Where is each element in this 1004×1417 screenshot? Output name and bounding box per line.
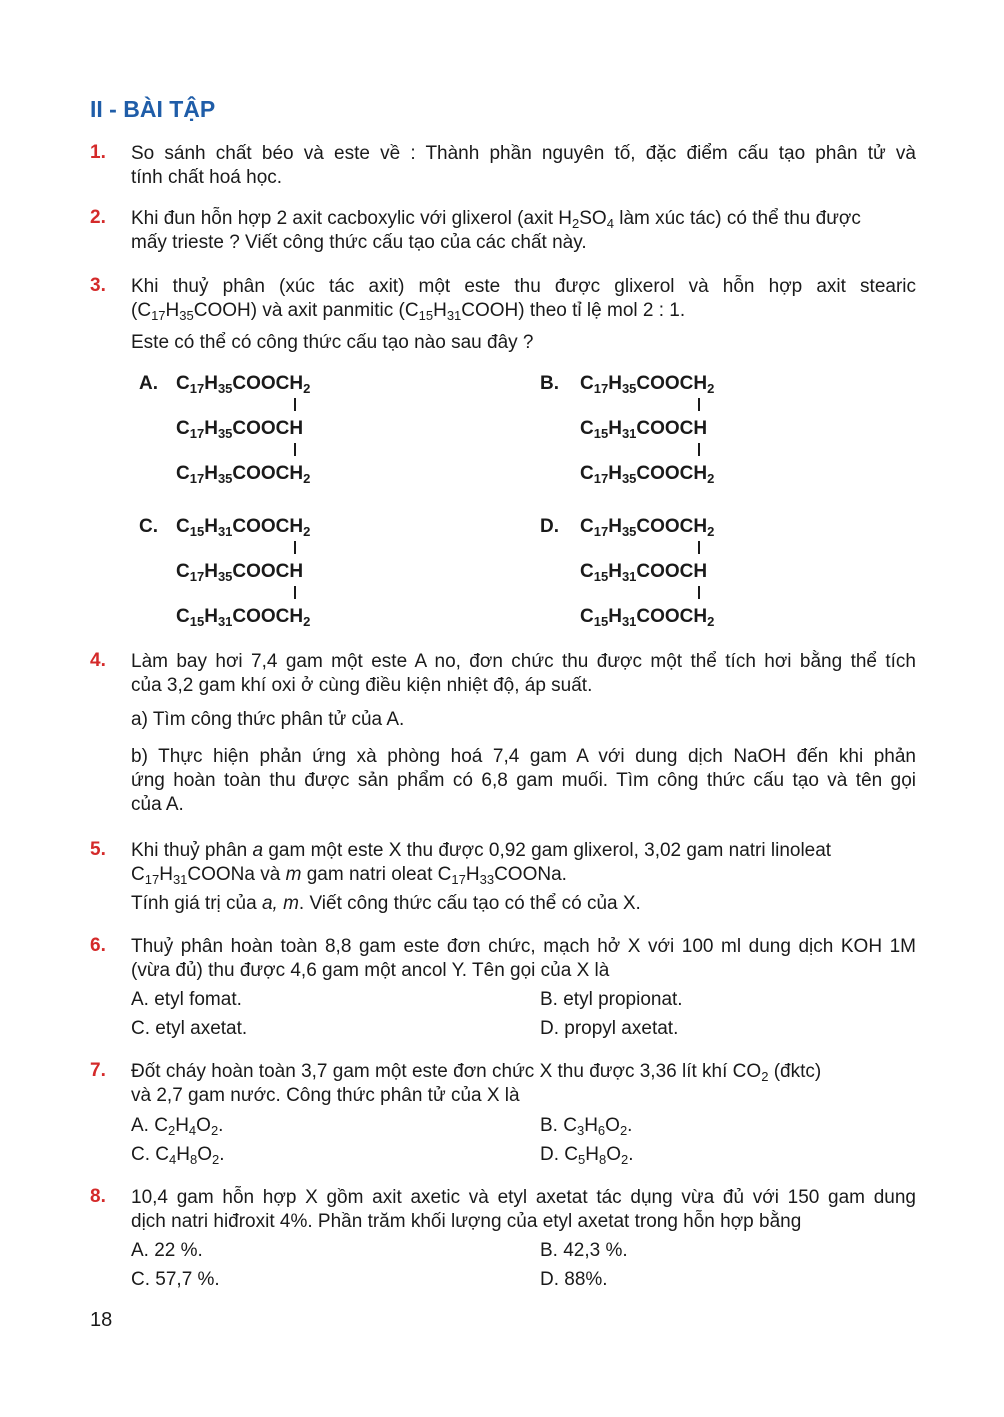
- option-d-formula-row-2: $C_{15}H_{31}COOCH$: [580, 561, 708, 584]
- option-a-bond-1: [294, 398, 296, 411]
- option-c-bond-1: [294, 541, 296, 554]
- question-5-line-3: Tính giá trị của a, m. Viết công thức cấu tạo có thể có của X.: [131, 893, 641, 914]
- question-8-line-2: dịch natri hiđroxit 4%. Phần trăm khối lượng của etyl axetat trong hỗn hợp bằng: [131, 1211, 802, 1232]
- option-a-formula-row-2: $C_{17}H_{35}COOCH$: [176, 418, 304, 441]
- question-7-line-1: Đốt cháy hoàn toàn 3,7 gam một este đơn chức X thu được 3,36 lít khí $CO_2$ (đktc): [131, 1061, 822, 1084]
- question-7-option-a: A. $C_2H_4O_2$.: [131, 1115, 224, 1138]
- question-6-option-d: D. propyl axetat.: [540, 1018, 679, 1039]
- option-d-formula-row-3: $C_{15}H_{31}COOCH_2$: [580, 606, 715, 629]
- option-c-label: C.: [139, 516, 158, 537]
- option-a-bond-2: [294, 443, 296, 456]
- question-8-option-b: B. 42,3 %.: [540, 1240, 628, 1261]
- question-5-line-2: $C_{17}H_{31}COONa$ và m gam natri oleat $C_{17}H_{33}COONa$.: [131, 864, 567, 887]
- question-8-option-d: D. 88%.: [540, 1269, 608, 1290]
- question-7-line-2: và 2,7 gam nước. Công thức phân tử của X là: [131, 1085, 520, 1106]
- question-5-line-1: Khi thuỷ phân a gam một este X thu được 0,92 gam glixerol, 3,02 gam natri linoleat: [131, 840, 832, 861]
- question-6-option-c: C. etyl axetat.: [131, 1018, 248, 1039]
- option-c-formula-row-2: $C_{17}H_{35}COOCH$: [176, 561, 304, 584]
- question-2-number: 2.: [90, 207, 106, 228]
- question-4-part-a: a) Tìm công thức phân tử của A.: [131, 709, 405, 730]
- question-4-number: 4.: [90, 650, 106, 671]
- option-b-formula-row-3: $C_{17}H_{35}COOCH_2$: [580, 463, 715, 486]
- question-7-option-b: B. $C_3H_6O_2$.: [540, 1115, 633, 1138]
- question-8-option-a: A. 22 %.: [131, 1240, 203, 1261]
- section-heading: II - BÀI TẬP: [90, 96, 216, 122]
- option-d-formula-row-1: $C_{17}H_{35}COOCH_2$: [580, 516, 715, 539]
- option-a-label: A.: [139, 373, 158, 394]
- question-4-line-2: của 3,2 gam khí oxi ở cùng điều kiện nhiệt độ, áp suất.: [131, 675, 593, 696]
- question-6-line-2: (vừa đủ) thu được 4,6 gam một ancol Y. Tên gọi của X là: [131, 960, 610, 981]
- question-8-number: 8.: [90, 1186, 106, 1207]
- question-2-line-2: mấy trieste ? Viết công thức cấu tạo của các chất này.: [131, 232, 587, 253]
- question-1-line-1: So sánh chất béo và este về : Thành phần nguyên tố, đặc điểm cấu tạo phân tử và: [131, 143, 916, 164]
- question-8-option-c: C. 57,7 %.: [131, 1269, 220, 1290]
- question-7-option-c: C. $C_4H_8O_2$.: [131, 1144, 225, 1167]
- option-b-bond-1: [698, 398, 700, 411]
- option-b-formula-row-1: $C_{17}H_{35}COOCH_2$: [580, 373, 715, 396]
- question-4-part-b-line-1: b) Thực hiện phản ứng xà phòng hoá 7,4 gam A với dung dịch NaOH đến khi phản: [131, 746, 916, 767]
- option-a-formula-row-3: $C_{17}H_{35}COOCH_2$: [176, 463, 311, 486]
- option-d-bond-1: [698, 541, 700, 554]
- page-number: 18: [90, 1309, 113, 1331]
- question-5-number: 5.: [90, 839, 106, 860]
- option-c-formula-row-1: $C_{15}H_{31}COOCH_2$: [176, 516, 311, 539]
- option-b-label: B.: [540, 373, 559, 394]
- question-4-part-b-line-2: ứng hoàn toàn thu được sản phẩm có 6,8 gam muối. Tìm công thức cấu tạo và tên gọi: [131, 770, 916, 791]
- question-7-option-d: D. $C_5H_8O_2$.: [540, 1144, 634, 1167]
- question-3-number: 3.: [90, 275, 106, 296]
- option-c-formula-row-3: $C_{15}H_{31}COOCH_2$: [176, 606, 311, 629]
- question-3-line-2: $(C_{17}H_{35}COOH)$ và axit panmitic $(C_{15}H_{31}COOH)$ theo tỉ lệ mol 2 : 1.: [131, 300, 686, 323]
- question-3-line-3: Este có thể có công thức cấu tạo nào sau đây ?: [131, 332, 534, 353]
- question-4-line-1: Làm bay hơi 7,4 gam một este A no, đơn chức thu được một thể tích hơi bằng thể tích: [131, 651, 916, 672]
- option-c-bond-2: [294, 586, 296, 599]
- option-d-bond-2: [698, 586, 700, 599]
- option-b-bond-2: [698, 443, 700, 456]
- question-8-line-1: 10,4 gam hỗn hợp X gồm axit axetic và etyl axetat tác dụng vừa đủ với 150 gam dung: [131, 1187, 916, 1208]
- option-b-formula-row-2: $C_{15}H_{31}COOCH$: [580, 418, 708, 441]
- question-6-option-a: A. etyl fomat.: [131, 989, 242, 1010]
- question-3-line-1: Khi thuỷ phân (xúc tác axit) một este thu được glixerol và hỗn hợp axit stearic: [131, 276, 916, 297]
- option-d-label: D.: [540, 516, 559, 537]
- option-a-formula-row-1: $C_{17}H_{35}COOCH_2$: [176, 373, 311, 396]
- question-6-option-b: B. etyl propionat.: [540, 989, 683, 1010]
- question-2-line-1: Khi đun hỗn hợp 2 axit cacboxylic với glixerol (axit $H_2SO_4$ làm xúc tác) có thể thu được: [131, 208, 861, 231]
- question-6-number: 6.: [90, 935, 106, 956]
- question-7-number: 7.: [90, 1060, 106, 1081]
- question-1-number: 1.: [90, 142, 106, 163]
- question-4-part-b-line-3: của A.: [131, 794, 184, 815]
- question-6-line-1: Thuỷ phân hoàn toàn 8,8 gam este đơn chức, mạch hở X với 100 ml dung dịch KOH 1M: [131, 936, 916, 957]
- question-1-line-2: tính chất hoá học.: [131, 167, 283, 188]
